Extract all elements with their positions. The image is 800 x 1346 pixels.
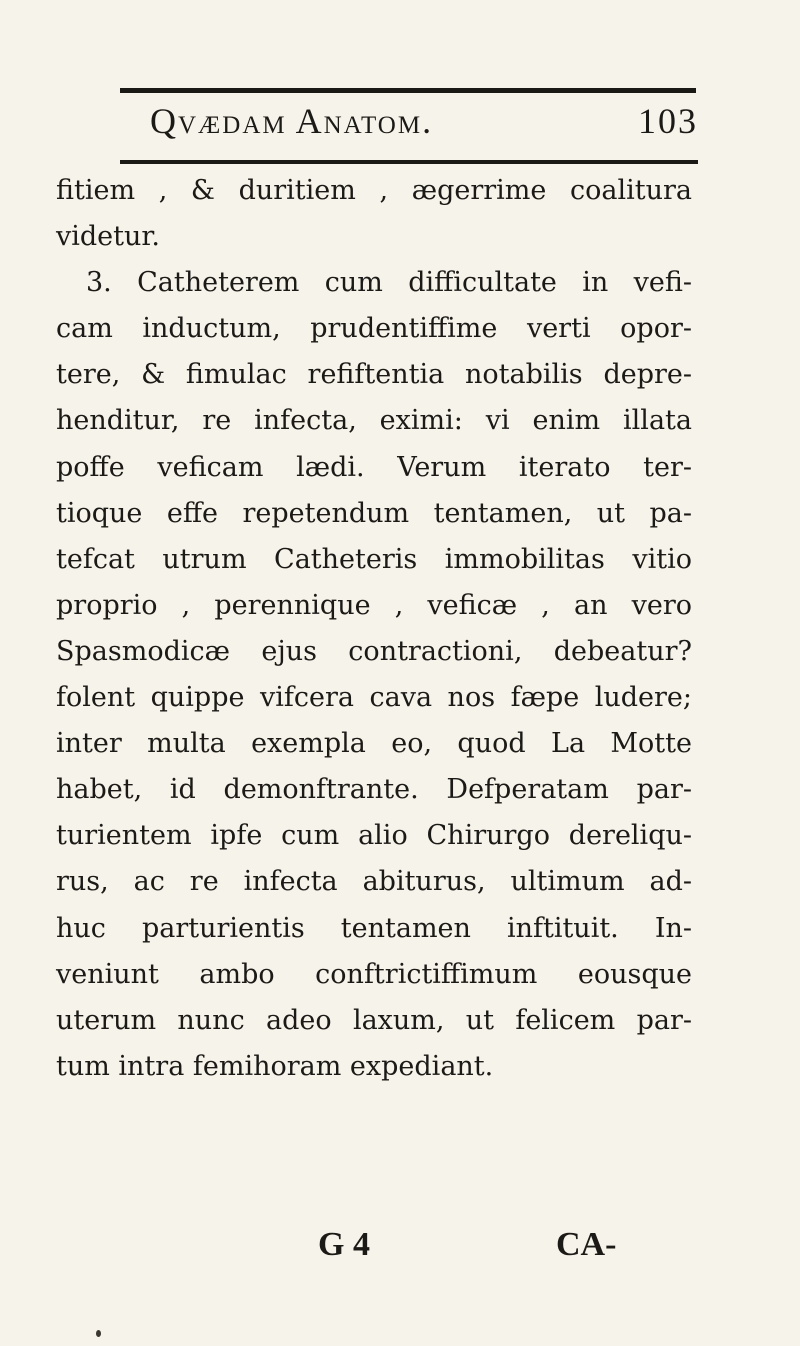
text-line: uterum nunc adeo laxum, ut felicem par- — [56, 1004, 692, 1036]
catchword: CA- — [556, 1226, 617, 1263]
text-line: henditur, re infecta, eximi: vi enim illata — [56, 405, 692, 437]
text-line: folent quippe vifcera cava nos fæpe ludere; — [56, 682, 692, 714]
text-line: tum intra femihoram expediant. — [56, 1050, 494, 1082]
ink-speck — [96, 1330, 101, 1337]
text-line: cam inductum, prudentiffime verti opor- — [56, 313, 692, 345]
signature-mark: G 4 — [318, 1226, 370, 1263]
text-line: rus, ac re infecta abiturus, ultimum ad- — [56, 866, 692, 898]
text-line: tere, & fimulac refiftentia notabilis depre- — [56, 359, 692, 391]
text-line: poffe veficam lædi. Verum iterato ter- — [56, 451, 692, 483]
text-line: Spasmodicæ ejus contractioni, debeatur? — [56, 635, 692, 667]
text-line: fitiem , & duritiem , ægerrime coalitura — [56, 175, 692, 206]
text-line: proprio , perennique , veficæ , an vero — [56, 589, 692, 621]
running-title: Qvædam Anatom. — [150, 101, 434, 141]
text-line: inter multa exempla eo, quod La Motte — [56, 728, 692, 760]
text-line: tefcat utrum Catheteris immobilitas vitio — [56, 543, 692, 575]
body-text — [56, 168, 692, 1090]
header-rule-bottom — [120, 160, 698, 164]
page-footer — [0, 1226, 800, 1276]
text-line: veniunt ambo conftrictiffimum eousque — [56, 958, 692, 990]
text-line: tioque effe repetendum tentamen, ut pa- — [56, 497, 692, 529]
text-line: videtur. — [56, 221, 160, 253]
page-number: 103 — [638, 101, 698, 141]
text-line: habet, id demonftrante. Defperatam par- — [56, 774, 692, 806]
text-line: 3. Catheterem cum difficultate in vefi- — [86, 267, 692, 299]
header-rule-top — [120, 88, 696, 93]
text-line: turientem ipfe cum alio Chirurgo dereliqu- — [56, 820, 692, 852]
running-head — [150, 96, 698, 156]
text-line: huc parturientis tentamen inftituit. In- — [56, 912, 692, 944]
